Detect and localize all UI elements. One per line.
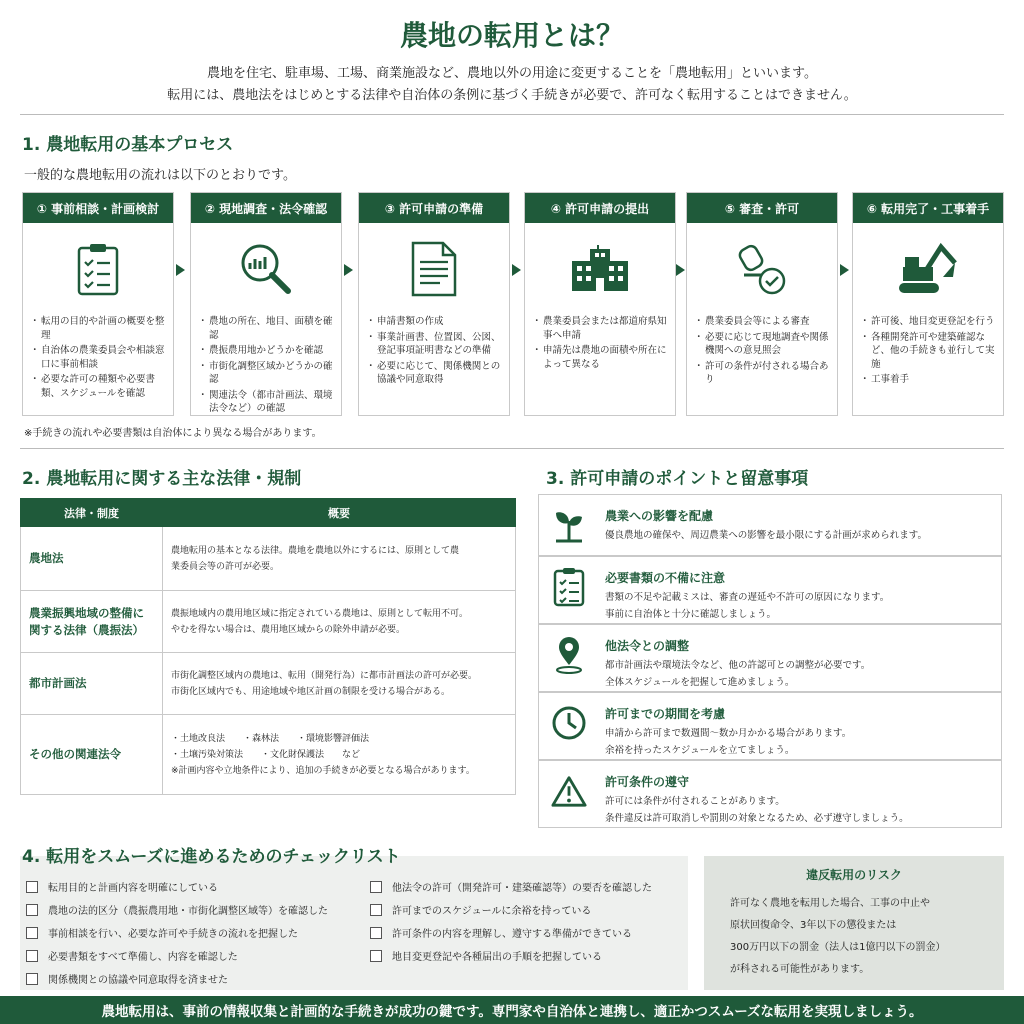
step-item: ・ 申請書類の作成	[369, 315, 503, 329]
checkbox[interactable]	[370, 881, 382, 893]
document-icon	[359, 223, 509, 315]
page-title: 農地の転用とは？	[399, 19, 624, 52]
column-header: 概要	[163, 499, 516, 527]
step-item: ・ 工事着手	[863, 373, 997, 387]
checkbox[interactable]	[370, 904, 382, 916]
process-step	[22, 192, 174, 416]
step-title: ⑥ 転用完了・工事着手	[853, 193, 1003, 223]
point-card	[538, 624, 1002, 692]
laws-table	[20, 498, 516, 795]
step-title: ① 事前相談・計画検討	[23, 193, 173, 223]
checkbox[interactable]	[370, 950, 382, 962]
checklist-item[interactable]: 他法令の許可（開発許可・建築確認等）の要否を確認した	[370, 879, 652, 894]
column-header: 法律・制度	[21, 499, 163, 527]
section-subheading: 一般的な農地転用の流れは以下のとおりです。	[24, 168, 296, 183]
section-heading-points: 3. 許可申請のポイントと留意事項	[546, 469, 809, 489]
arrow-right-icon	[676, 264, 685, 276]
point-title: 他法令との調整	[605, 639, 690, 653]
point-desc: 優良農地の確保や、周辺農業への影響を最小限にする計画が求められます。	[605, 530, 928, 541]
law-desc: 農振地域内の農用地区域に指定されている農地は、原則として転用不可。 やむを得ない場合は、農用地区域からの除外申請が必要。	[163, 591, 516, 653]
step-title: ③ 許可申請の準備	[359, 193, 509, 223]
section-heading-checklist: 4. 転用をスムーズに進めるためのチェックリスト	[22, 847, 401, 867]
step-item: ・ 転用の目的や計画の概要を整理	[33, 315, 167, 342]
point-card	[538, 692, 1002, 760]
checkbox[interactable]	[26, 950, 38, 962]
warning-icon	[551, 771, 587, 811]
table-row	[21, 527, 516, 591]
law-desc: 市街化調整区域内の農地は、転用（開発行為）に都市計画法の許可が必要。 市街化区域内でも、用途地域や地区計画の制限を受ける場合がある。	[163, 653, 516, 715]
step-item: ・ 農業委員会または都道府県知事へ申請	[535, 315, 669, 342]
intro-line: 転用には、農地法をはじめとする法律や自治体の条例に基づく手続きが必要で、許可なく転用することはできません。	[167, 88, 857, 103]
excavator-icon	[853, 223, 1003, 315]
step-item: ・ 事業計画書、位置図、公図、登記事項証明書などの準備	[369, 331, 503, 358]
step-item: ・ 自治体の農業委員会や相談窓口に事前相談	[33, 344, 167, 371]
sprout-icon	[551, 505, 587, 545]
point-desc: 書類の不足や記載ミスは、審査の遅延や不許可の原因になります。 事前に自治体と十分に確認しましょう。	[605, 592, 890, 620]
risk-line: 300万円以下の罰金（法人は1億円以下の罰金）	[730, 942, 946, 953]
point-desc: 許可には条件が付されることがあります。 条件違反は許可取消しや罰則の対象となるため、必ず遵守しましょう。	[605, 796, 909, 824]
step-item: ・ 農地の所在、地目、面積を確認	[201, 315, 335, 342]
magnifier-icon	[191, 223, 341, 315]
checkbox[interactable]	[26, 973, 38, 985]
step-item: ・ 許可の条件が付される場合あり	[697, 360, 831, 387]
step-title: ② 現地調査・法令確認	[191, 193, 341, 223]
clipboard-checklist-icon	[23, 223, 173, 315]
checkbox[interactable]	[26, 927, 38, 939]
approval-stamp-icon	[687, 223, 837, 315]
point-desc: 申請から許可まで数週間～数か月かかる場合があります。 余裕を持ったスケジュールを立てましょう。	[605, 728, 852, 756]
point-card	[538, 760, 1002, 828]
checklist-item[interactable]: 農地の法的区分（農振農用地・市街化調整区域等）を確認した	[26, 902, 328, 917]
law-name: その他の関連法令	[21, 715, 163, 795]
checklist-item[interactable]: 許可条件の内容を理解し、遵守する準備ができている	[370, 925, 632, 940]
process-step	[686, 192, 838, 416]
step-item: ・ 申請先は農地の面積や所在によって異なる	[535, 344, 669, 371]
checklist-panel	[20, 856, 688, 990]
risk-line: 原状回復命令、3年以下の懲役または	[730, 920, 897, 931]
checklist-icon	[551, 567, 587, 607]
risk-line: 許可なく農地を転用した場合、工事の中止や	[730, 898, 930, 909]
risk-panel	[704, 856, 1004, 990]
checklist-item[interactable]: 必要書類をすべて準備し、内容を確認した	[26, 948, 238, 963]
table-row	[21, 715, 516, 795]
process-step	[524, 192, 676, 416]
step-title: ⑤ 審査・許可	[687, 193, 837, 223]
step-item: ・ 必要に応じて現地調査や関係機関への意見照会	[697, 331, 831, 358]
step-item: ・ 市街化調整区域かどうかの確認	[201, 360, 335, 387]
point-title: 農業への影響を配慮	[605, 509, 714, 523]
point-card	[538, 494, 1002, 556]
step-item: ・ 農振農用地かどうかを確認	[201, 344, 335, 358]
step-title: ④ 許可申請の提出	[525, 193, 675, 223]
point-desc: 都市計画法や環境法令など、他の許認可との調整が必要です。 全体スケジュールを把握して進めましょう。	[605, 660, 871, 688]
law-desc: 農地転用の基本となる法律。農地を農地以外にするには、原則として農 業委員会等の許可が必要。	[163, 527, 516, 591]
checkbox[interactable]	[26, 881, 38, 893]
checkbox[interactable]	[26, 904, 38, 916]
arrow-right-icon	[512, 264, 521, 276]
divider	[20, 114, 1004, 115]
footer-banner: 農地転用は、事前の情報収集と計画的な手続きが成功の鍵です。専門家や自治体と連携し、適正かつスムーズな転用を実現しましょう。	[0, 996, 1024, 1024]
law-name: 農地法	[21, 527, 163, 591]
process-step	[190, 192, 342, 416]
point-card	[538, 556, 1002, 624]
checklist-item[interactable]: 事前相談を行い、必要な許可や手続きの流れを把握した	[26, 925, 298, 940]
point-title: 必要書類の不備に注意	[605, 571, 726, 585]
divider	[20, 448, 1004, 449]
step-item: ・ 必要な許可の種類や必要書類、スケジュールを確認	[33, 373, 167, 400]
intro-line: 農地を住宅、駐車場、工場、商業施設など、農地以外の用途に変更することを「農地転用」といいます。	[207, 66, 817, 81]
law-name: 農業振興地域の整備に関する法律（農振法）	[21, 591, 163, 653]
step-item: ・ 許可後、地目変更登記を行う	[863, 315, 997, 329]
risk-line: が科される可能性があります。	[730, 964, 870, 975]
checklist-item[interactable]: 関係機関との協議や同意取得を済ませた	[26, 971, 228, 986]
step-item: ・ 必要に応じて、関係機関との協議や同意取得	[369, 360, 503, 387]
section-heading-laws: 2. 農地転用に関する主な法律・規制	[22, 469, 302, 489]
step-item: ・ 農業委員会等による審査	[697, 315, 831, 329]
checkbox[interactable]	[370, 927, 382, 939]
checklist-item[interactable]: 地目変更登記や各種届出の手順を把握している	[370, 948, 602, 963]
step-item: ・ 関連法令（都市計画法、環境法令など）の確認	[201, 389, 335, 416]
law-name: 都市計画法	[21, 653, 163, 715]
point-title: 許可までの期間を考慮	[605, 707, 726, 721]
law-desc: ・土地改良法 ・森林法 ・環境影響評価法 ・土壌汚染対策法 ・文化財保護法 など ※計画内容や立地条件により、追加の手続きが必要となる場合があります。	[163, 715, 516, 795]
step-item: ・ 各種開発許可や建築確認など、他の手続きも並行して実施	[863, 331, 997, 372]
section-heading-process: 1. 農地転用の基本プロセス	[22, 135, 234, 155]
checklist-item[interactable]: 転用目的と計画内容を明確にしている	[26, 879, 218, 894]
point-title: 許可条件の遵守	[605, 775, 690, 789]
table-row	[21, 653, 516, 715]
government-building-icon	[525, 223, 675, 315]
checklist-item[interactable]: 許可までのスケジュールに余裕を持っている	[370, 902, 591, 917]
location-pin-icon	[551, 635, 587, 675]
clock-icon	[551, 703, 587, 743]
process-note: ※手続きの流れや必要書類は自治体により異なる場合があります。	[24, 428, 322, 439]
process-step	[358, 192, 510, 416]
arrow-right-icon	[344, 264, 353, 276]
table-row	[21, 591, 516, 653]
process-step	[852, 192, 1004, 416]
arrow-right-icon	[840, 264, 849, 276]
risk-title: 違反転用のリスク	[806, 868, 902, 882]
arrow-right-icon	[176, 264, 185, 276]
